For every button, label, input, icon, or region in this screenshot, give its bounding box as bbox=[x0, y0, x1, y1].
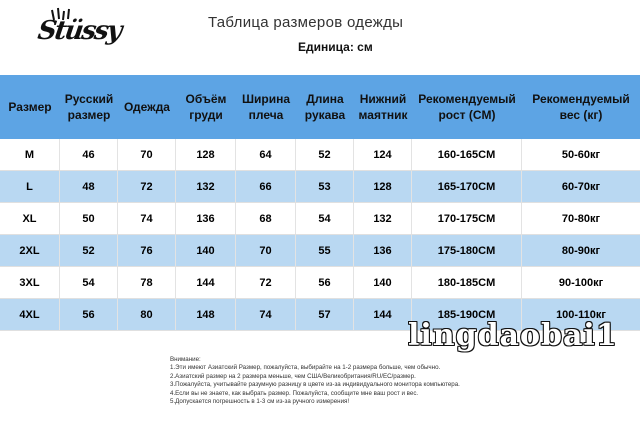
cell-height: 160-165CM bbox=[412, 139, 522, 170]
cell-size: 2XL bbox=[0, 235, 60, 266]
size-notes bbox=[170, 356, 530, 406]
logo-text: Stüssy bbox=[35, 16, 123, 46]
table-row bbox=[0, 235, 640, 267]
cell-sleeve: 53 bbox=[296, 171, 354, 202]
page-title: Таблица размеров одежды bbox=[208, 14, 404, 31]
table-row bbox=[0, 139, 640, 171]
cell-size: M bbox=[0, 139, 60, 170]
cell-clothing: 72 bbox=[118, 171, 176, 202]
cell-chest: 128 bbox=[176, 139, 236, 170]
cell-clothing: 74 bbox=[118, 203, 176, 234]
cell-shoulder: 72 bbox=[236, 267, 296, 298]
cell-russian-size: 50 bbox=[60, 203, 118, 234]
cell-hem: 132 bbox=[354, 203, 412, 234]
note-line: 4.Если вы не знаете, как выбрать размер. Пожалуйста, сообщите мне ваш рост и вес. bbox=[170, 389, 419, 397]
cell-shoulder: 70 bbox=[236, 235, 296, 266]
header-clothing: Одежда bbox=[124, 100, 170, 114]
cell-size: L bbox=[0, 171, 60, 202]
cell-weight: 60-70кг bbox=[561, 180, 601, 193]
unit-label: Единица: см bbox=[298, 40, 373, 54]
cell-clothing: 78 bbox=[118, 267, 176, 298]
cell-shoulder: 74 bbox=[236, 299, 296, 330]
cell-height: 165-170CM bbox=[412, 171, 522, 202]
cell-shoulder: 64 bbox=[236, 139, 296, 170]
note-line: 1.Эти имеют Азиатский Размер, пожалуйста, выбирайте на 1-2 размера больше, чем обычно. bbox=[170, 364, 441, 372]
cell-weight: 100-110кг bbox=[556, 308, 606, 321]
cell-chest: 136 bbox=[176, 203, 236, 234]
note-line: 3.Пожалуйста, учитывайте разумную разницу в цвете из-за индивидуального монитора компьютера. bbox=[170, 381, 460, 389]
table-row bbox=[0, 203, 640, 235]
watermark-text: lingdaobai1 bbox=[408, 318, 618, 353]
cell-weight: 50-60кг bbox=[561, 148, 601, 161]
header-shoulder: Ширина плеча bbox=[241, 92, 291, 122]
cell-sleeve: 54 bbox=[296, 203, 354, 234]
cell-clothing: 76 bbox=[118, 235, 176, 266]
cell-hem: 136 bbox=[354, 235, 412, 266]
header-chest: Объём груди bbox=[185, 92, 227, 122]
cell-weight: 70-80кг bbox=[561, 212, 601, 225]
note-line: 5.Допускается погрешность в 1-3 см из-за ручного измерения! bbox=[170, 398, 350, 406]
cell-russian-size: 46 bbox=[60, 139, 118, 170]
cell-sleeve: 55 bbox=[296, 235, 354, 266]
cell-sleeve: 52 bbox=[296, 139, 354, 170]
header-sleeve: Длина рукава bbox=[304, 92, 346, 122]
cell-weight: 80-90кг bbox=[561, 244, 601, 257]
cell-sleeve: 57 bbox=[296, 299, 354, 330]
cell-russian-size: 48 bbox=[60, 171, 118, 202]
table-row bbox=[0, 267, 640, 299]
cell-hem: 140 bbox=[354, 267, 412, 298]
header-hem: Нижний маятник bbox=[358, 92, 408, 122]
cell-sleeve: 56 bbox=[296, 267, 354, 298]
cell-height: 175-180CM bbox=[412, 235, 522, 266]
cell-height: 180-185CM bbox=[412, 267, 522, 298]
header-weight: Рекомендуемый вес (кг) bbox=[532, 92, 630, 122]
cell-shoulder: 68 bbox=[236, 203, 296, 234]
cell-clothing: 80 bbox=[118, 299, 176, 330]
cell-height: 185-190CM bbox=[412, 299, 522, 330]
header-russian-size: Русский размер bbox=[64, 92, 114, 122]
cell-chest: 148 bbox=[176, 299, 236, 330]
cell-clothing: 70 bbox=[118, 139, 176, 170]
cell-size: 3XL bbox=[0, 267, 60, 298]
cell-chest: 140 bbox=[176, 235, 236, 266]
cell-chest: 144 bbox=[176, 267, 236, 298]
cell-hem: 128 bbox=[354, 171, 412, 202]
table-header-row bbox=[0, 75, 640, 139]
table-row bbox=[0, 171, 640, 203]
cell-hem: 124 bbox=[354, 139, 412, 170]
cell-size: XL bbox=[0, 203, 60, 234]
header-size: Размер bbox=[8, 100, 52, 114]
cell-chest: 132 bbox=[176, 171, 236, 202]
header-height: Рекомендуемый рост (CM) bbox=[418, 92, 516, 122]
cell-weight: 90-100кг bbox=[558, 276, 604, 289]
cell-height: 170-175CM bbox=[412, 203, 522, 234]
cell-russian-size: 54 bbox=[60, 267, 118, 298]
cell-size: 4XL bbox=[0, 299, 60, 330]
size-table bbox=[0, 75, 640, 331]
brand-logo bbox=[35, 6, 123, 58]
cell-hem: 144 bbox=[354, 299, 412, 330]
cell-russian-size: 56 bbox=[60, 299, 118, 330]
notes-heading: Внимание: bbox=[170, 356, 201, 363]
cell-shoulder: 66 bbox=[236, 171, 296, 202]
cell-russian-size: 52 bbox=[60, 235, 118, 266]
note-line: 2.Азиатский размер на 2 размера меньше, чем США/Великобритания/RU/EC/размер. bbox=[170, 372, 416, 380]
